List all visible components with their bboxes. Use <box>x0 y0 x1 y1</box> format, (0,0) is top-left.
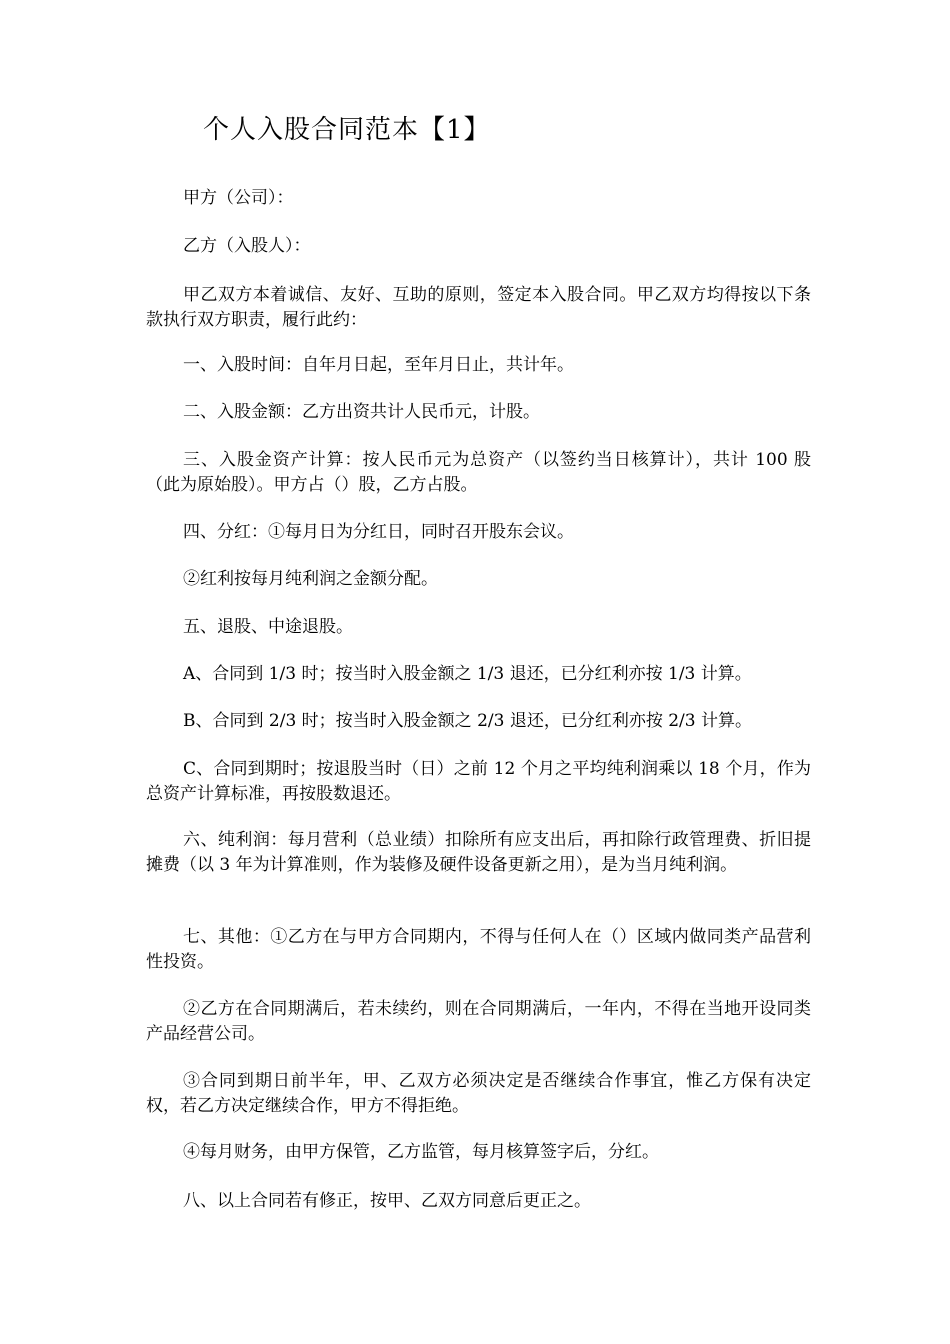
clause-5a-paragraph: A、合同到 1/3 时；按当时入股金额之 1/3 退还，已分红利亦按 1/3 计算。 <box>183 664 752 684</box>
clause-5-paragraph: 五、退股、中途退股。 <box>183 617 353 637</box>
clause-6-paragraph: 六、纯利润：每月营利（总业绩）扣除所有应支出后，再扣除行政管理费、折旧提摊费（以 3 年为计算准则，作为装修及硬件设备更新之用），是为当月纯利润。 <box>146 830 811 875</box>
clause-2-paragraph: 二、入股金额：乙方出资共计人民币元，计股。 <box>183 402 540 422</box>
clause-8-paragraph: 八、以上合同若有修正，按甲、乙双方同意后更正之。 <box>183 1191 591 1211</box>
clause-1-paragraph: 一、入股时间：自年月日起，至年月日止，共计年。 <box>183 355 574 375</box>
clause-5b-paragraph: B、合同到 2/3 时；按当时入股金额之 2/3 退还，已分红利亦按 2/3 计算。 <box>183 711 752 731</box>
clause-7-sub-3-paragraph: ③合同到期日前半年，甲、乙双方必须决定是否继续合作事宜，惟乙方保有决定权，若乙方决定继续合作，甲方不得拒绝。 <box>146 1071 811 1116</box>
clause-3-paragraph: 三、入股金资产计算：按人民币元为总资产（以签约当日核算计），共计 100 股（此为原始股）。甲方占（）股，乙方占股。 <box>146 450 811 495</box>
document-title: 个人入股合同范本【1】 <box>203 115 491 145</box>
party-b-line: 乙方（入股人）： <box>183 236 311 256</box>
clause-7-sub-4-paragraph: ④每月财务，由甲方保管，乙方监管，每月核算签字后，分红。 <box>183 1142 659 1162</box>
preamble-paragraph: 甲乙双方本着诚信、友好、互助的原则，签定本入股合同。甲乙双方均得按以下条款执行双方职责，履行此约： <box>146 285 811 330</box>
clause-5c-paragraph: C、合同到期时；按退股当时（日）之前 12 个月之平均纯利润乘以 18 个月，作为总资产计算标准，再按股数退还。 <box>146 759 811 804</box>
party-a-line: 甲方（公司）： <box>183 188 294 208</box>
clause-7-sub-2-paragraph: ②乙方在合同期满后，若未续约，则在合同期满后，一年内，不得在当地开设同类产品经营公司。 <box>146 999 811 1044</box>
clause-7-paragraph: 七、其他：①乙方在与甲方合同期内，不得与任何人在（）区域内做同类产品营利性投资。 <box>146 927 811 972</box>
clause-4-paragraph: 四、分红：①每月日为分红日，同时召开股东会议。 <box>183 522 574 542</box>
clause-4-sub-paragraph: ②红利按每月纯利润之金额分配。 <box>183 569 438 589</box>
